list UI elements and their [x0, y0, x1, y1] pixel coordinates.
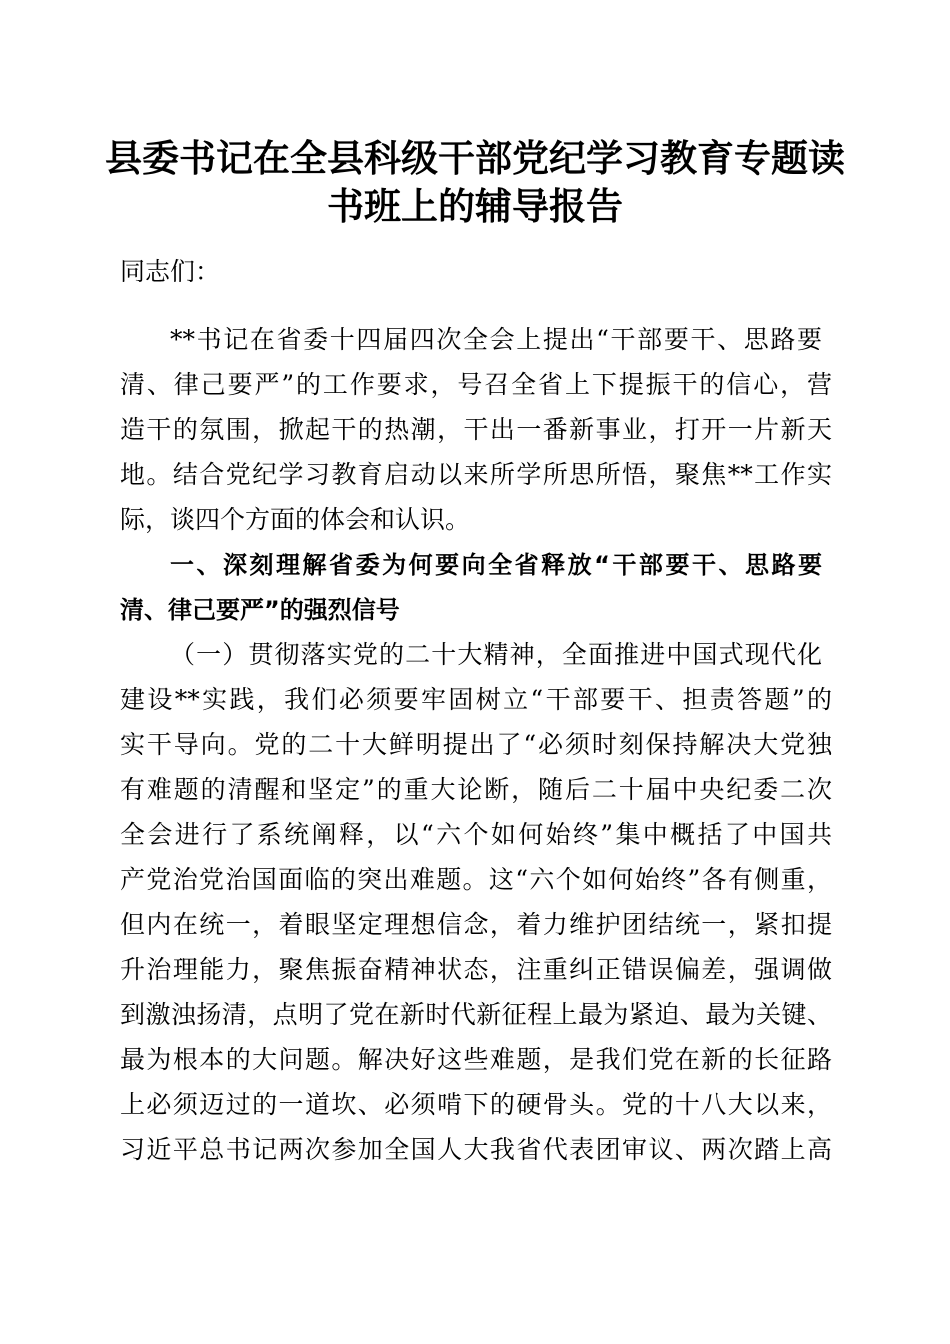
paragraph-2-line: 产党治党治国面临的突出难题。这“六个如何始终”各有侧重，	[120, 865, 832, 894]
paragraph-2-line: 习近平总书记两次参加全国人大我省代表团审议、两次踏上高	[120, 1135, 832, 1164]
paragraph-2-line: 到激浊扬清，点明了党在新时代新征程上最为紧迫、最为关键、	[120, 1000, 832, 1029]
paragraph-2-line: 升治理能力，聚焦振奋精神状态，注重纠正错误偏差，强调做	[120, 955, 832, 984]
paragraph-2-line: 建设**实践，我们必须要牢固树立“干部要干、担责答题”的	[120, 685, 832, 714]
document-title-line-2: 书班上的辅导报告	[327, 184, 623, 228]
paragraph-1-line: 际，谈四个方面的体会和认识。	[120, 505, 471, 534]
paragraph-1-line: 造干的氛围，掀起干的热潮，干出一番新事业，打开一片新天	[120, 415, 832, 444]
paragraph-2-line: 最为根本的大问题。解决好这些难题，是我们党在新的长征路	[120, 1045, 832, 1074]
paragraph-2-line: 实干导向。党的二十大鲜明提出了“必须时刻保持解决大党独	[120, 730, 832, 759]
paragraph-2-line: 但内在统一，着眼坚定理想信念，着力维护团结统一，紧扣提	[120, 910, 832, 939]
section-heading-1-line: 清、律己要严”的强烈信号	[120, 596, 400, 624]
paragraph-2-line: 全会进行了系统阐释，以“六个如何始终”集中概括了中国共	[120, 820, 832, 849]
section-heading-1-line: 一、深刻理解省委为何要向全省释放“干部要干、思路要	[170, 551, 822, 579]
document-title-line-1: 县委书记在全县科级干部党纪学习教育专题读	[105, 136, 845, 180]
paragraph-1-line: **书记在省委十四届四次全会上提出“干部要干、思路要	[170, 325, 822, 354]
greeting: 同志们：	[120, 257, 221, 286]
paragraph-2-line: 有难题的清醒和坚定”的重大论断，随后二十届中央纪委二次	[120, 775, 832, 804]
paragraph-2-line: 上必须迈过的一道坎、必须啃下的硬骨头。党的十八大以来，	[120, 1090, 832, 1119]
paragraph-2-line: （一）贯彻落实党的二十大精神，全面推进中国式现代化	[170, 640, 822, 669]
paragraph-1-line: 地。结合党纪学习教育启动以来所学所思所悟，聚焦**工作实	[120, 460, 832, 489]
paragraph-1-line: 清、律己要严”的工作要求，号召全省上下提振干的信心，营	[120, 370, 832, 399]
